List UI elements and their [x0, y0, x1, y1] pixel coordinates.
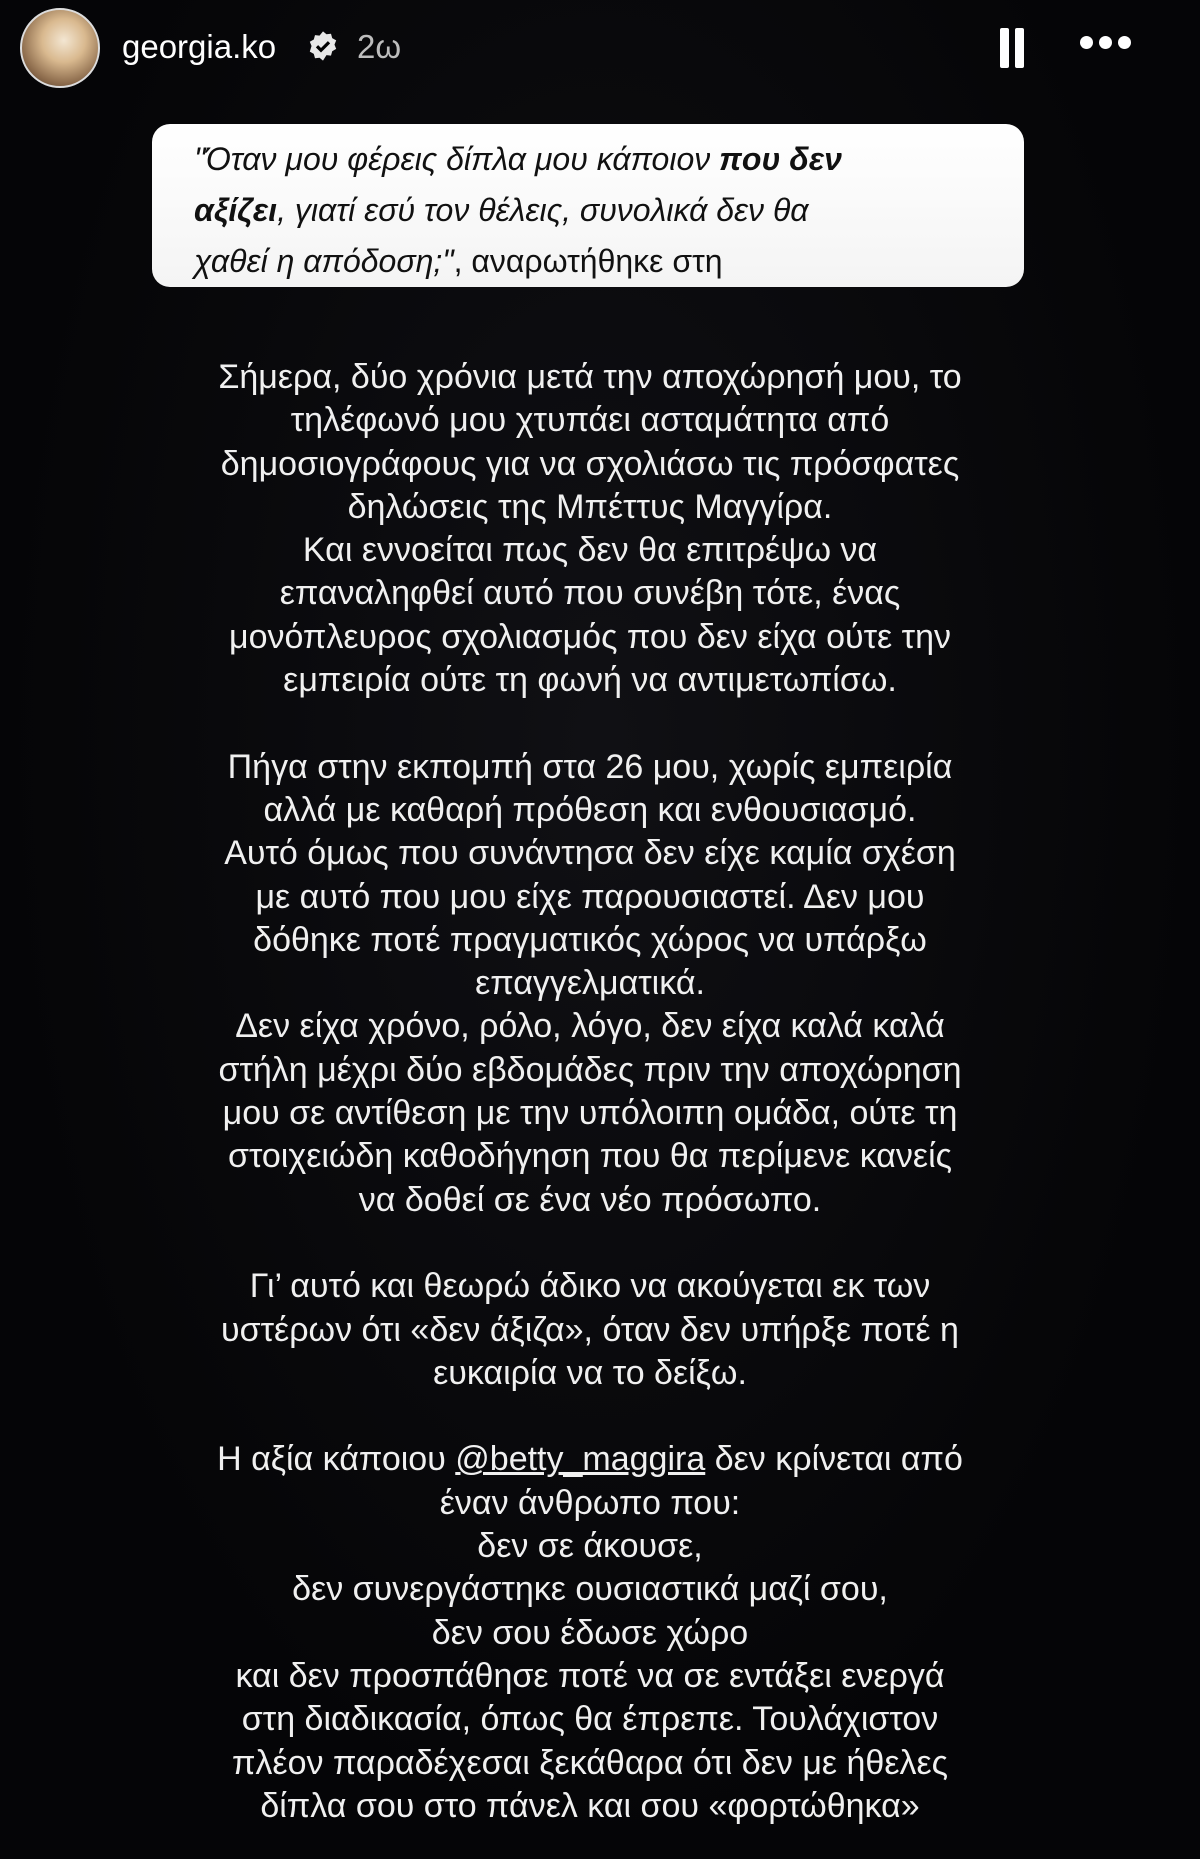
- text-line: Πήγα στην εκπομπή στα 26 μου, χωρίς εμπειρία: [227, 747, 953, 786]
- text-line: έναν άνθρωπο που:: [439, 1483, 741, 1522]
- text-line: στη διαδικασία, όπως θα έπρεπε. Τουλάχιστον: [241, 1700, 939, 1739]
- post-time: 2ω: [357, 28, 402, 65]
- text-line: υστέρων ότι «δεν άξιζα», όταν δεν υπήρξε ποτέ η: [221, 1310, 959, 1349]
- text-line: να δοθεί σε ένα νέο πρόσωπο.: [358, 1180, 822, 1219]
- verified-badge-icon: [307, 30, 339, 62]
- text-line: Γι’ αυτό και θεωρώ άδικο να ακούγεται εκ των: [249, 1267, 931, 1306]
- quote-box: [152, 124, 1024, 287]
- text-line: αλλά με καθαρή πρόθεση και ενθουσιασμό.: [263, 790, 917, 829]
- text-line: δίπλα σου στο πάνελ και σου «φορτώθηκα»: [260, 1786, 920, 1825]
- text-line: Δεν είχα χρόνο, ρόλο, λόγο, δεν είχα καλά καλά: [235, 1007, 945, 1046]
- text-line: δόθηκε ποτέ πραγματικός χώρος να υπάρξω: [253, 920, 927, 959]
- text-line: δεν σου έδωσε χώρο: [431, 1613, 749, 1652]
- username[interactable]: georgia.ko: [122, 28, 277, 65]
- quote-bold: που δεν: [719, 141, 842, 177]
- quote-bold: αξίζει: [194, 192, 278, 228]
- text-segment: δεν κρίνεται από: [705, 1440, 963, 1479]
- text-line: επαναληφθεί αυτό που συνέβη τότε, ένας: [279, 574, 901, 613]
- text-line: δηλώσεις της Μπέττυς Μαγγίρα.: [347, 487, 833, 526]
- text-line: Σήμερα, δύο χρόνια μετά την αποχώρησή μου, το: [218, 358, 962, 396]
- text-line: επαγγελματικά.: [475, 964, 705, 1003]
- text-line: [0, 702, 1180, 745]
- more-icon[interactable]: [1080, 36, 1131, 49]
- avatar[interactable]: [20, 8, 100, 88]
- text-line: στοιχειώδη καθοδήγηση που θα περίμενε κανείς: [227, 1137, 953, 1176]
- quote-text: , αναρωτήθηκε στη: [453, 243, 723, 279]
- text-line: Και εννοείται πως δεν θα επιτρέψω να: [302, 531, 878, 570]
- story-text: [0, 356, 1180, 1828]
- quote-text: , γιατί εσύ τον θέλεις, συνολικά δεν θα: [277, 192, 809, 228]
- text-line: εμπειρία ούτε τη φωνή να αντιμετωπίσω.: [283, 661, 897, 700]
- text-segment: Η αξία κάποιου: [217, 1440, 456, 1479]
- text-line: μονόπλευρος σχολιασμός που δεν είχα ούτε την: [228, 617, 951, 656]
- text-line: ευκαιρία να το δείξω.: [433, 1353, 747, 1392]
- text-line: [0, 1395, 1180, 1438]
- text-line: μου σε αντίθεση με την υπόλοιπη ομάδα, ούτε τη: [222, 1094, 958, 1133]
- text-line: στήλη μέχρι δύο εβδομάδες πριν την αποχώρηση: [218, 1050, 962, 1089]
- text-line: δεν σε άκουσε,: [477, 1527, 703, 1566]
- text-line: με αυτό που μου είχε παρουσιαστεί. Δεν μου: [255, 877, 925, 916]
- text-line: τηλέφωνό μου χτυπάει ασταμάτητα από: [290, 401, 890, 440]
- text-line: Αυτό όμως που συνάντησα δεν είχε καμία σχέση: [224, 834, 956, 873]
- text-line: [0, 1222, 1180, 1265]
- mention-link[interactable]: @betty_maggira: [455, 1440, 706, 1479]
- text-line: δημοσιογράφους για να σχολιάσω τις πρόσφατες: [220, 444, 960, 483]
- quote-text: χαθεί η απόδοση;": [194, 243, 454, 279]
- pause-icon[interactable]: [1000, 28, 1026, 68]
- text-line: δεν συνεργάστηκε ουσιαστικά μαζί σου,: [292, 1570, 888, 1609]
- text-line: πλέον παραδέχεσαι ξεκάθαρα ότι δεν με ήθελες: [231, 1743, 949, 1782]
- text-line: και δεν προσπάθησε ποτέ να σε εντάξει ενεργά: [235, 1656, 945, 1695]
- text-line: [0, 1438, 1180, 1481]
- quote-text: "Όταν μου φέρεις δίπλα μου κάποιον: [194, 141, 720, 177]
